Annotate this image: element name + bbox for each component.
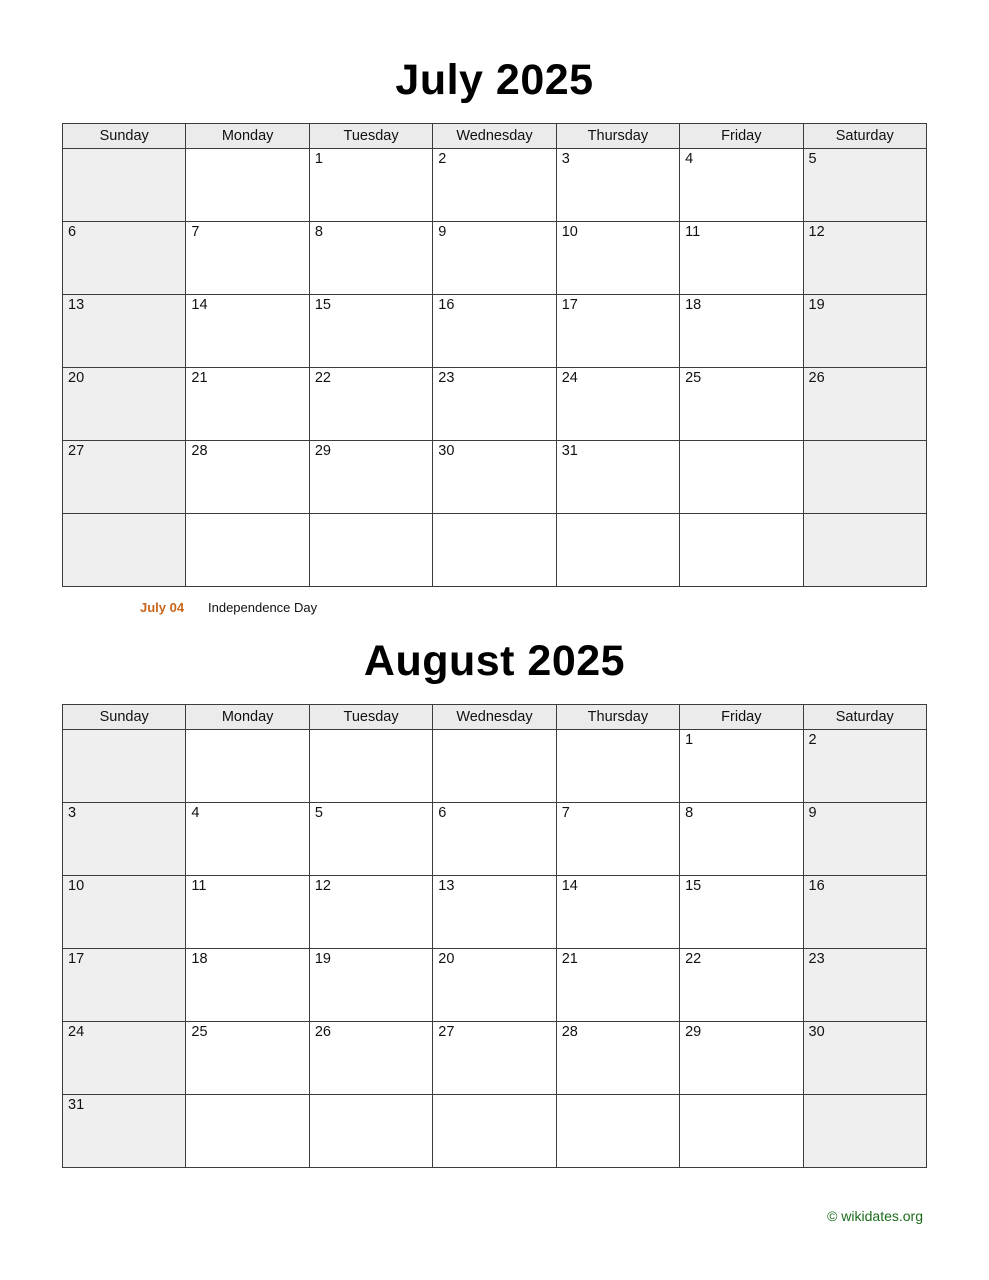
day-cell[interactable] [63, 222, 186, 295]
weekday-header-tuesday: Tuesday [309, 705, 432, 730]
day-number: 30 [438, 443, 455, 459]
day-number: 14 [561, 878, 578, 894]
day-number: 3 [561, 151, 570, 167]
day-number: 20 [68, 370, 85, 386]
day-number: 7 [191, 224, 200, 240]
day-cell[interactable] [186, 803, 309, 876]
day-number: 12 [808, 224, 825, 240]
month-title-august: August 2025 [363, 637, 626, 685]
day-cell[interactable] [680, 1095, 803, 1168]
day-cell[interactable] [186, 514, 309, 587]
day-number: 17 [68, 951, 85, 967]
day-number: 9 [438, 224, 447, 240]
week-row [63, 368, 927, 441]
weekday-header-friday: Friday [680, 705, 803, 730]
day-cell[interactable] [309, 1022, 432, 1095]
day-number: 8 [314, 224, 323, 240]
day-cell[interactable] [433, 514, 556, 587]
day-number: 27 [68, 443, 85, 459]
day-cell[interactable] [556, 1095, 679, 1168]
day-number: 16 [438, 297, 455, 313]
weekday-header-sunday: Sunday [63, 705, 186, 730]
day-cell[interactable] [433, 876, 556, 949]
day-number: 27 [438, 1024, 455, 1040]
day-cell[interactable] [186, 1022, 309, 1095]
week-row [63, 949, 927, 1022]
day-cell[interactable] [803, 514, 926, 587]
day-cell[interactable] [556, 295, 679, 368]
day-number: 16 [808, 878, 825, 894]
day-cell[interactable] [63, 149, 186, 222]
day-cell[interactable] [433, 222, 556, 295]
week-row [63, 514, 927, 587]
week-row [63, 730, 927, 803]
month-block-july [62, 56, 927, 105]
day-cell[interactable] [803, 1095, 926, 1168]
weekday-header-friday: Friday [680, 124, 803, 149]
day-cell[interactable] [803, 949, 926, 1022]
day-number: 2 [808, 732, 817, 748]
week-row [63, 295, 927, 368]
day-number: 29 [314, 443, 331, 459]
day-number: 24 [68, 1024, 85, 1040]
weekday-header-sunday: Sunday [63, 124, 186, 149]
day-cell[interactable] [433, 295, 556, 368]
day-number: 7 [561, 805, 570, 821]
weekday-header-row [63, 705, 927, 730]
day-cell[interactable] [556, 876, 679, 949]
day-cell[interactable] [186, 730, 309, 803]
day-number: 25 [685, 370, 702, 386]
week-row [63, 222, 927, 295]
weekday-header-wednesday: Wednesday [433, 124, 556, 149]
day-cell[interactable] [556, 149, 679, 222]
day-cell[interactable] [309, 949, 432, 1022]
day-cell[interactable] [803, 1022, 926, 1095]
day-number: 6 [68, 224, 77, 240]
day-number: 28 [191, 443, 208, 459]
day-number: 9 [808, 805, 817, 821]
day-number: 5 [808, 151, 817, 167]
day-cell[interactable] [680, 368, 803, 441]
day-cell[interactable] [309, 803, 432, 876]
day-cell[interactable] [433, 149, 556, 222]
day-number: 23 [808, 951, 825, 967]
day-cell[interactable] [556, 949, 679, 1022]
day-number: 6 [438, 805, 447, 821]
day-cell[interactable] [63, 730, 186, 803]
day-cell[interactable] [680, 730, 803, 803]
day-cell[interactable] [556, 514, 679, 587]
day-cell[interactable] [680, 803, 803, 876]
month-title-july: July 2025 [395, 56, 594, 104]
day-number: 17 [561, 297, 578, 313]
day-cell[interactable] [186, 222, 309, 295]
calendar-table-july [62, 123, 927, 587]
day-cell[interactable] [309, 876, 432, 949]
day-cell[interactable] [63, 949, 186, 1022]
day-cell[interactable] [680, 441, 803, 514]
day-cell[interactable] [680, 222, 803, 295]
day-cell[interactable] [309, 222, 432, 295]
day-cell[interactable] [309, 295, 432, 368]
site-name[interactable]: wikidates.org [841, 1208, 923, 1224]
holiday-name: Independence Day [208, 600, 318, 615]
day-number: 31 [561, 443, 578, 459]
day-cell[interactable] [186, 1095, 309, 1168]
day-cell[interactable] [556, 730, 679, 803]
day-number: 20 [438, 951, 455, 967]
day-number: 4 [685, 151, 694, 167]
week-row [63, 1095, 927, 1168]
holiday-date: July 04 [140, 600, 185, 615]
day-cell[interactable] [63, 876, 186, 949]
day-number: 26 [808, 370, 825, 386]
footer-credit[interactable] [827, 1208, 923, 1224]
day-number: 21 [561, 951, 578, 967]
day-number: 3 [68, 805, 77, 821]
day-number: 12 [314, 878, 331, 894]
day-cell[interactable] [63, 1095, 186, 1168]
day-cell[interactable] [186, 876, 309, 949]
day-number: 11 [191, 878, 207, 894]
day-number: 8 [685, 805, 694, 821]
day-number: 10 [561, 224, 578, 240]
weekday-header-monday: Monday [186, 124, 309, 149]
day-number: 26 [314, 1024, 331, 1040]
day-cell[interactable] [433, 368, 556, 441]
day-cell[interactable] [803, 730, 926, 803]
weekday-header-monday: Monday [186, 705, 309, 730]
day-cell[interactable] [433, 949, 556, 1022]
day-number: 13 [438, 878, 455, 894]
day-cell[interactable] [186, 949, 309, 1022]
day-cell[interactable] [556, 368, 679, 441]
day-cell[interactable] [433, 803, 556, 876]
day-cell[interactable] [186, 295, 309, 368]
day-cell[interactable] [309, 441, 432, 514]
day-number: 11 [685, 224, 701, 240]
holiday-list-july [62, 587, 927, 615]
day-cell[interactable] [556, 222, 679, 295]
day-cell[interactable] [186, 368, 309, 441]
day-cell[interactable] [556, 441, 679, 514]
day-cell[interactable] [309, 149, 432, 222]
day-cell[interactable] [803, 149, 926, 222]
weekday-header-wednesday: Wednesday [433, 705, 556, 730]
day-cell[interactable] [63, 803, 186, 876]
day-number: 23 [438, 370, 455, 386]
day-number: 18 [685, 297, 702, 313]
day-cell[interactable] [63, 514, 186, 587]
day-number: 1 [685, 732, 694, 748]
day-cell[interactable] [680, 295, 803, 368]
day-cell[interactable] [186, 441, 309, 514]
weekday-header-saturday: Saturday [803, 705, 926, 730]
day-cell[interactable] [433, 730, 556, 803]
day-number: 25 [191, 1024, 208, 1040]
weekday-header-tuesday: Tuesday [309, 124, 432, 149]
day-cell[interactable] [556, 1022, 679, 1095]
day-cell[interactable] [433, 441, 556, 514]
day-cell[interactable] [309, 514, 432, 587]
day-cell[interactable] [63, 295, 186, 368]
calendar-table-august [62, 704, 927, 1168]
day-number: 14 [191, 297, 208, 313]
day-cell[interactable] [803, 803, 926, 876]
weekday-header-thursday: Thursday [556, 124, 679, 149]
day-number: 1 [314, 151, 323, 167]
weekday-header-row [63, 124, 927, 149]
day-cell[interactable] [680, 876, 803, 949]
day-number: 2 [438, 151, 447, 167]
day-number: 28 [561, 1024, 578, 1040]
day-cell[interactable] [556, 803, 679, 876]
weekday-header-thursday: Thursday [556, 705, 679, 730]
day-number: 22 [685, 951, 702, 967]
day-cell[interactable] [433, 1095, 556, 1168]
day-cell[interactable] [680, 149, 803, 222]
week-row [63, 149, 927, 222]
day-number: 15 [314, 297, 331, 313]
weekday-header-saturday: Saturday [803, 124, 926, 149]
day-number: 18 [191, 951, 208, 967]
week-row [63, 441, 927, 514]
day-cell[interactable] [309, 368, 432, 441]
day-cell[interactable] [803, 441, 926, 514]
day-cell[interactable] [803, 876, 926, 949]
day-cell[interactable] [803, 222, 926, 295]
day-number: 10 [68, 878, 85, 894]
day-cell[interactable] [680, 1022, 803, 1095]
day-number: 5 [314, 805, 323, 821]
day-cell[interactable] [680, 949, 803, 1022]
day-cell[interactable] [309, 1095, 432, 1168]
day-number: 31 [68, 1097, 85, 1113]
week-row [63, 876, 927, 949]
week-row [63, 803, 927, 876]
day-cell[interactable] [186, 149, 309, 222]
day-cell[interactable] [803, 295, 926, 368]
day-number: 21 [191, 370, 208, 386]
day-number: 24 [561, 370, 578, 386]
day-number: 29 [685, 1024, 702, 1040]
day-cell[interactable] [63, 368, 186, 441]
day-cell[interactable] [309, 730, 432, 803]
copyright-symbol: © [827, 1208, 838, 1224]
day-number: 19 [314, 951, 331, 967]
day-cell[interactable] [803, 368, 926, 441]
day-cell[interactable] [63, 441, 186, 514]
month-block-august [62, 637, 927, 686]
day-number: 22 [314, 370, 331, 386]
week-row [63, 1022, 927, 1095]
day-cell[interactable] [433, 1022, 556, 1095]
day-number: 19 [808, 297, 825, 313]
day-number: 13 [68, 297, 85, 313]
day-cell[interactable] [63, 1022, 186, 1095]
day-number: 15 [685, 878, 702, 894]
day-number: 4 [191, 805, 200, 821]
day-cell[interactable] [680, 514, 803, 587]
day-number: 30 [808, 1024, 825, 1040]
